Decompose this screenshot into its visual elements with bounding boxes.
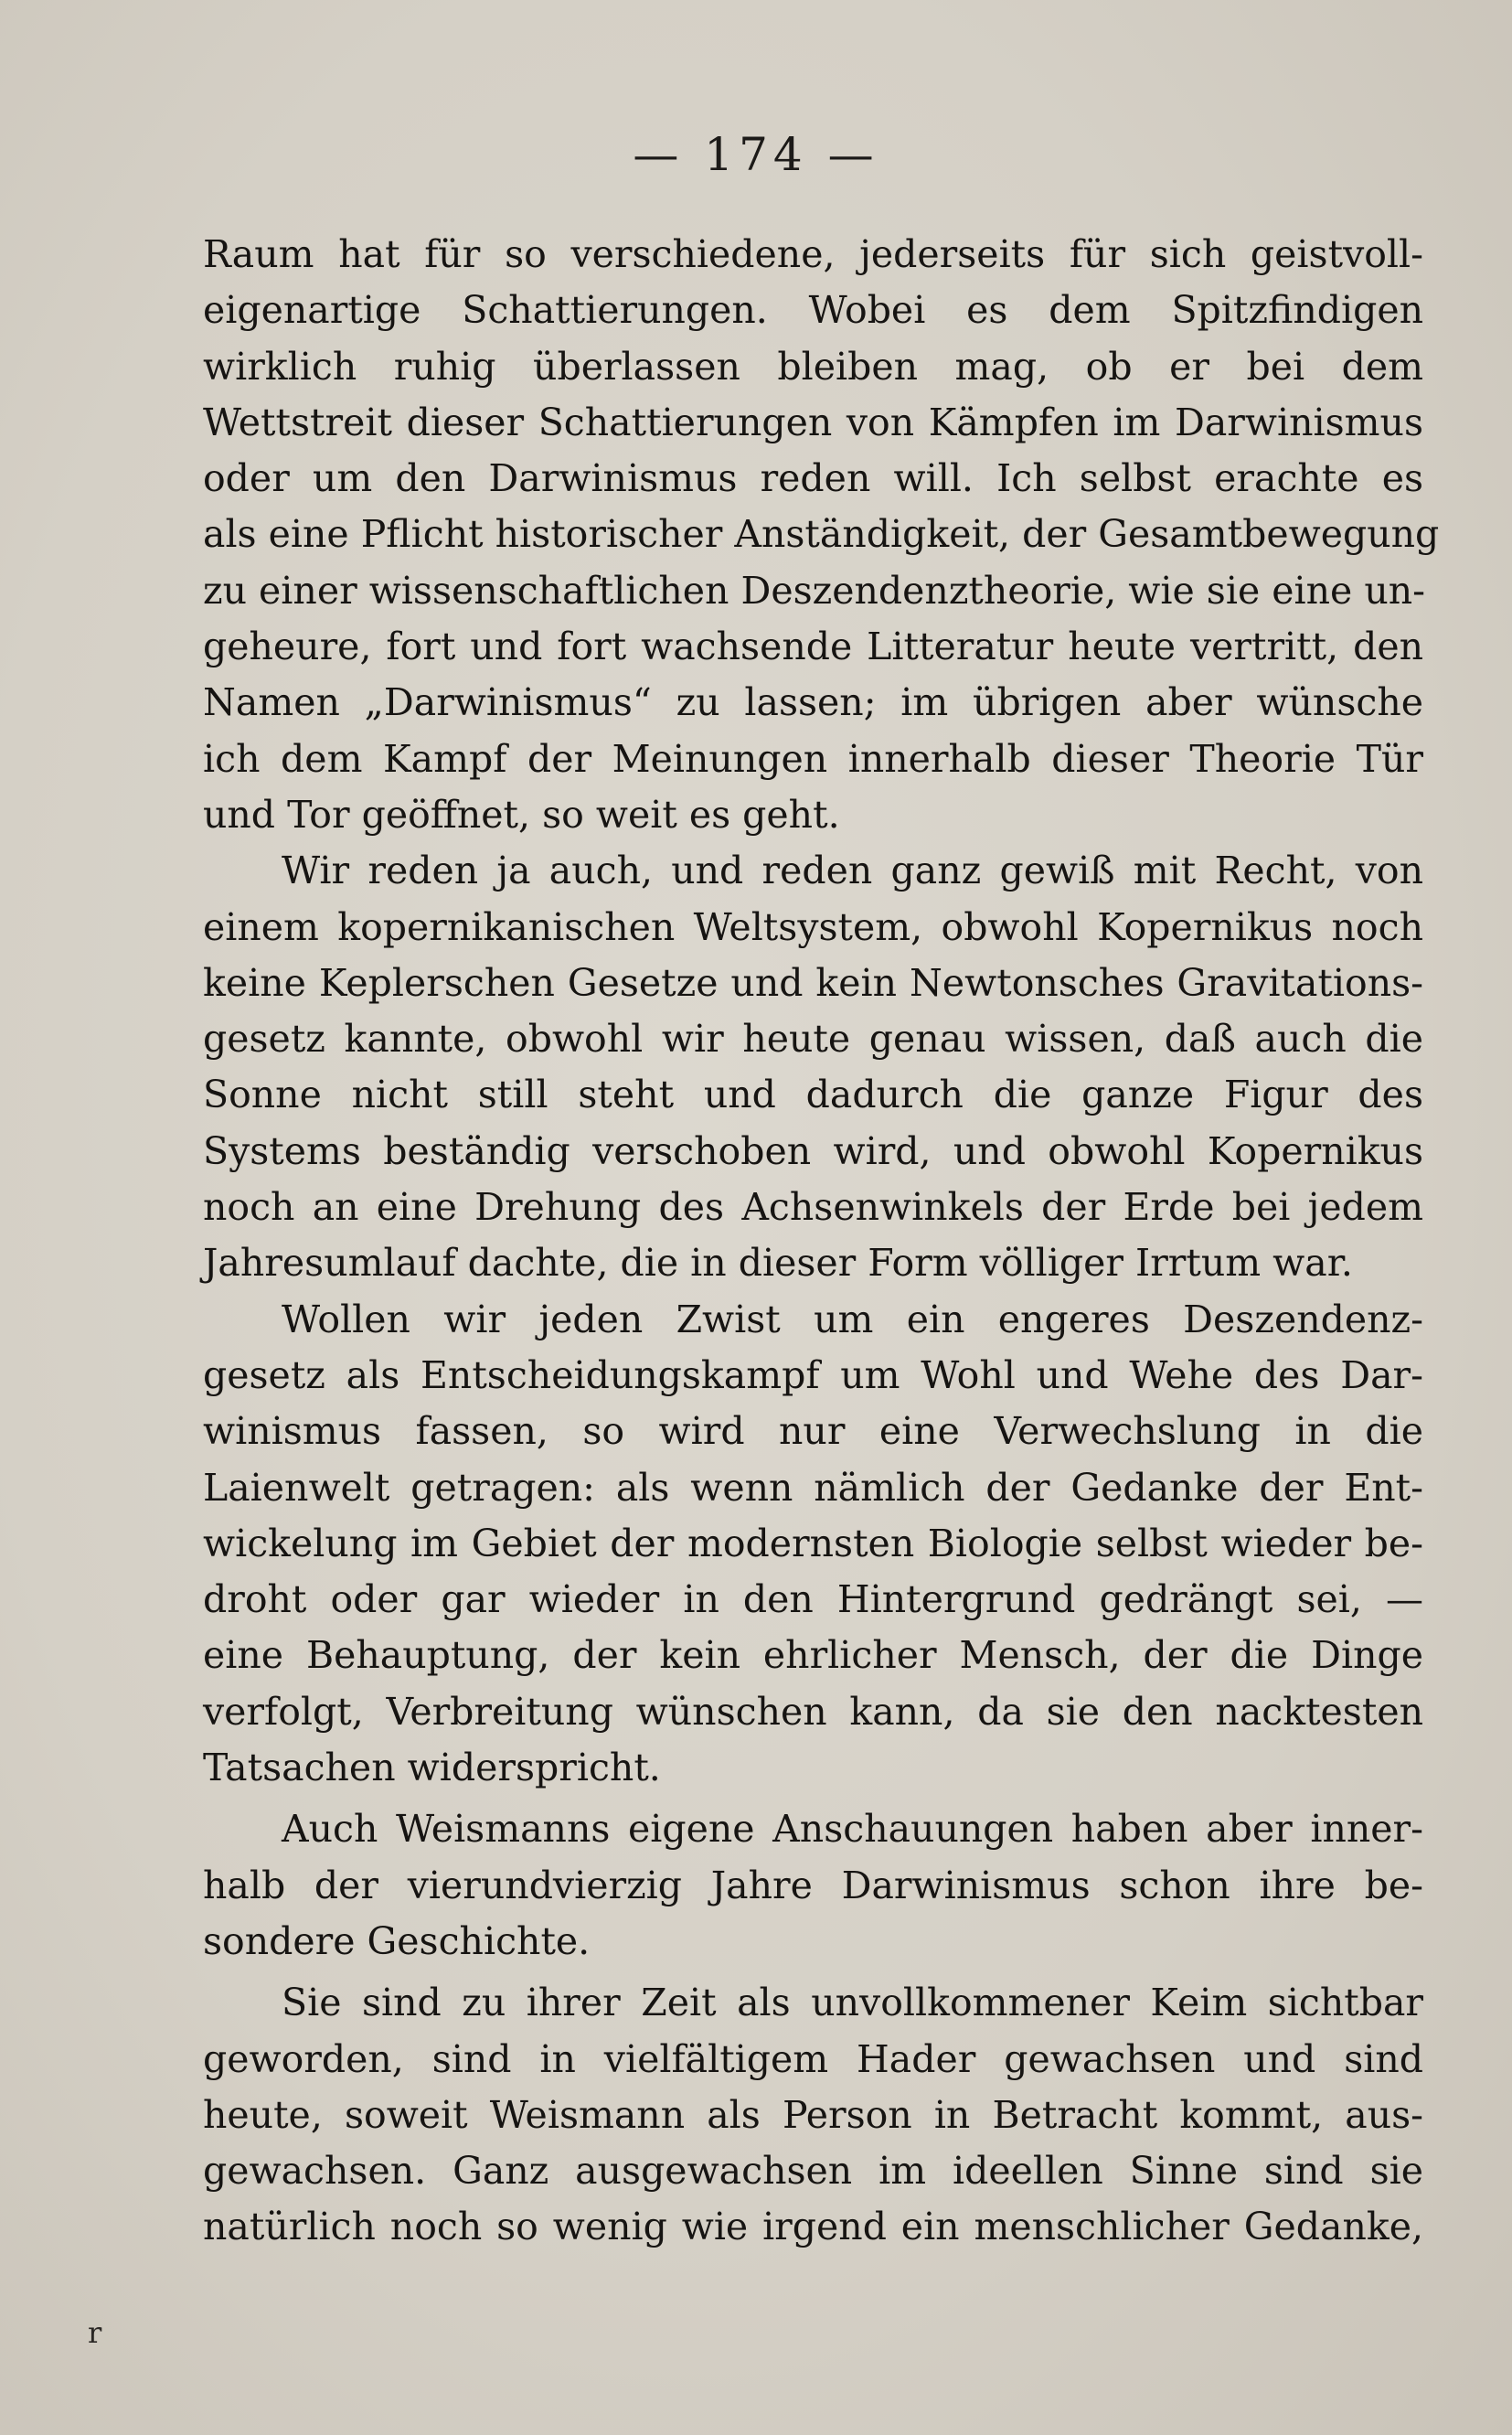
text-line: Laienwelt getragen: als wenn nämlich der Gedanke der Ent- (203, 1465, 1423, 1510)
text-line: wickelung im Gebiet der modernsten Biologie selbst wieder be- (203, 1521, 1423, 1565)
text-line: eine Behauptung, der kein ehrlicher Mensch, der die Dinge (203, 1633, 1423, 1678)
text-line: eigenartige Schattierungen. Wobei es dem Spitzfindigen (203, 288, 1423, 333)
text-line: zu einer wissenschaftlichen Deszendenztheorie, wie sie eine un- (203, 568, 1426, 613)
text-line: geheure, fort und fort wachsende Litteratur heute vertritt, den (203, 625, 1423, 669)
text-line: droht oder gar wieder in den Hintergrund gedrängt sei, — (203, 1577, 1423, 1622)
text-line: einem kopernikanischen Weltsystem, obwohl Kopernikus noch (203, 904, 1423, 949)
text-line: gesetz kannte, obwohl wir heute genau wissen, daß auch die (203, 1017, 1423, 1062)
text-line: halb der vierundvierzig Jahre Darwinismus schon ihre be- (203, 1863, 1423, 1907)
text-line: heute, soweit Weismann als Person in Betracht kommt, aus- (203, 2092, 1423, 2137)
text-line: Systems beständig verschoben wird, und obwohl Kopernikus (203, 1128, 1423, 1173)
text-line: noch an eine Drehung des Achsenwinkels der Erde bei jedem (203, 1185, 1423, 1230)
paragraph-start-line: Sie sind zu ihrer Zeit als unvollkommener Keim sichtbar (282, 1981, 1423, 2025)
text-line: verfolgt, Verbreitung wünschen kann, da sie den nacktesten (203, 1689, 1423, 1734)
text-line: Raum hat für so verschiedene, jederseits für sich geistvoll- (203, 232, 1423, 276)
text-line: Wettstreit dieser Schattierungen von Kämpfen im Darwinismus (203, 400, 1423, 444)
paragraph-start-line: Wir reden ja auch, und reden ganz gewiß mit Recht, von (282, 849, 1423, 893)
text-line: Namen „Darwinismus“ zu lassen; im übrigen aber wünsche (203, 680, 1423, 725)
text-line: winismus fassen, so wird nur eine Verwechslung in die (203, 1409, 1423, 1454)
text-line: gesetz als Entscheidungskampf um Wohl und Wehe des Dar- (203, 1352, 1423, 1397)
text-line: und Tor geöffnet, so weit es geht. (203, 792, 840, 837)
text-line: oder um den Darwinismus reden will. Ich selbst erachte es (203, 456, 1423, 501)
paragraph-start-line: Wollen wir jeden Zwist um ein engeres Deszendenz- (282, 1297, 1423, 1341)
footer-mark: r (88, 2315, 102, 2350)
page-number: — 174 — (633, 128, 879, 181)
paragraph-start-line: Auch Weismanns eigene Anschauungen haben aber inner- (282, 1807, 1423, 1852)
text-line: ich dem Kampf der Meinungen innerhalb dieser Theorie Tür (203, 736, 1423, 781)
text-line: Tatsachen widerspricht. (203, 1746, 661, 1790)
text-line: Jahresumlauf dachte, die in dieser Form völliger Irrtum war. (203, 1241, 1353, 1286)
body-text (203, 227, 1440, 2256)
text-line: gewachsen. Ganz ausgewachsen im ideellen Sinne sind sie (203, 2149, 1423, 2194)
text-line: natürlich noch so wenig wie irgend ein menschlicher Gedanke, (203, 2205, 1423, 2249)
text-line: sondere Geschichte. (203, 1918, 591, 1963)
text-line: wirklich ruhig überlassen bleiben mag, ob er bei dem (203, 344, 1423, 389)
text-line: geworden, sind in vielfältigem Hader gewachsen und sind (203, 2036, 1423, 2081)
text-line: Sonne nicht still steht und dadurch die ganze Figur des (203, 1073, 1423, 1117)
text-line: keine Keplerschen Gesetze und kein Newtonsches Gravitations- (203, 960, 1423, 1005)
text-line: als eine Pflicht historischer Anständigkeit, der Gesamtbewegung (203, 512, 1440, 557)
